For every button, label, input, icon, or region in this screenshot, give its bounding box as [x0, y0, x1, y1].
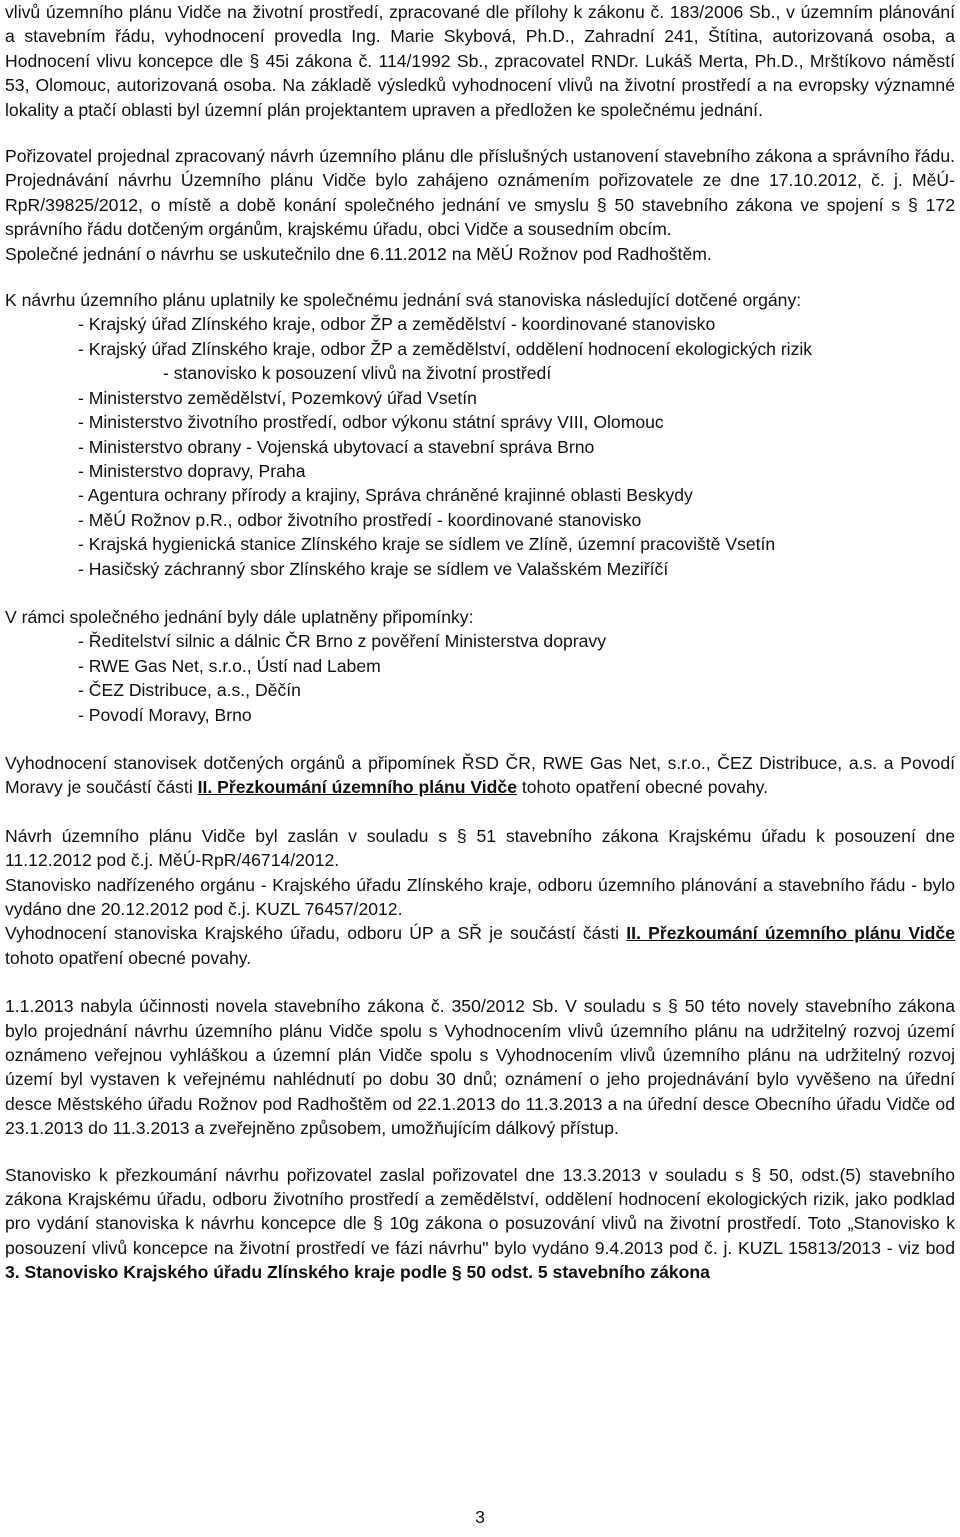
- section-reference: II. Přezkoumání územního plánu Vidče: [197, 777, 517, 798]
- paragraph-environmental-statement: [5, 1163, 955, 1285]
- paragraph-joint-meeting: Společné jednání o návrhu se uskutečnilo dne 6.11.2012 na MěÚ Rožnov pod Radhoštěm.: [5, 243, 712, 264]
- list-item: - Krajský úřad Zlínského kraje, odbor ŽP a zemědělství - koordinované stanovisko: [78, 314, 716, 335]
- list-item: - Agentura ochrany přírody a krajiny, Správa chráněné krajinné oblasti Beskydy: [78, 485, 693, 506]
- list-item: - Ředitelství silnic a dálnic ČR Brno z pověření Ministerstva dopravy: [78, 631, 607, 652]
- list-item: - ČEZ Distribuce, a.s., Děčín: [78, 680, 301, 701]
- document-page: [5, 0, 955, 1285]
- list-item: - Ministerstvo dopravy, Praha: [78, 460, 306, 481]
- text-run: Stanovisko k přezkoumání návrhu pořizovatel zaslal pořizovatel dne 13.3.2013 v souladu s § 50, odst.(5) stavebního zákona Krajskému úřadu, odboru životního prostředí a zemědělství, oddělení hodnocení ekologických rizik, jako podklad pro vydání stanoviska k návrhu koncepce dle § 10g zákona o posuzování vlivů na životní prostředí. Toto „Stanovisko k posouzení vlivů koncepce na životní prostředí ve fázi návrhu" bylo vydáno 9.4.2013 pod č. j. KUZL 15813/2013 - viz bod: [5, 1164, 955, 1258]
- list-item-continuation: - stanovisko k posouzení vlivů na životní prostředí: [163, 363, 552, 384]
- list-item: - MěÚ Rožnov p.R., odbor životního prostředí - koordinované stanovisko: [78, 509, 642, 530]
- list-item: - Hasičský záchranný sbor Zlínského kraje se sídlem ve Valašském Meziříčí: [78, 558, 669, 579]
- text-run: tohoto opatření obecné povahy.: [5, 947, 252, 968]
- text-run: Vyhodnocení stanoviska Krajského úřadu, odboru ÚP a SŘ je součástí části: [5, 923, 620, 944]
- list-item: - Povodí Moravy, Brno: [78, 704, 252, 725]
- section-reference: II. Přezkoumání územního plánu Vidče: [626, 923, 955, 944]
- paragraph-organs-intro: K návrhu územního plánu uplatnily ke společnému jednání svá stanoviska následující dotčené orgány:: [5, 290, 802, 311]
- list-item: - Krajský úřad Zlínského kraje, odbor ŽP a zemědělství, oddělení hodnocení ekologických rizik: [78, 338, 813, 359]
- text-run: Vyhodnocení stanovisek dotčených orgánů a připomínek ŘSD ČR, RWE Gas Net, s.r.o., ČEZ Distribuce, a.s. a Povodí Moravy je součástí části: [5, 752, 955, 798]
- paragraph-comments-intro: V rámci společného jednání byly dále uplatněny připomínky:: [5, 606, 474, 627]
- page-number: 3: [475, 1507, 485, 1527]
- list-item: - RWE Gas Net, s.r.o., Ústí nad Labem: [78, 655, 381, 676]
- list-item: - Ministerstvo obrany - Vojenská ubytovací a stavební správa Brno: [78, 436, 595, 457]
- paragraph-statement-evaluation: [5, 921, 955, 970]
- list-item: - Ministerstvo zemědělství, Pozemkový úřad Vsetín: [78, 387, 477, 408]
- paragraph-superior-statement: Stanovisko nadřízeného orgánu - Krajského úřadu Zlínského kraje, odboru územního plánování a stavebního řádu - bylo vydáno dne 20.12.2012 pod č.j. KUZL 76457/2012.: [5, 874, 955, 919]
- paragraph-procedure: Pořizovatel projednal zpracovaný návrh územního plánu dle příslušných ustanovení stavebního zákona a správního řádu. Projednávání návrhu Územního plánu Vidče bylo zahájeno oznámením pořizovatele ze dne 17.10.2012, č. j. MěÚ-RpR/39825/2012, o místě a době konání společného jednání ve smyslu § 50 stavebního zákona ve spojení s § 172 správního řádu dotčeným orgánům, krajskému úřadu, obci Vidče a sousedním obcím.: [5, 146, 955, 240]
- comments-list: [5, 629, 955, 727]
- paragraph-amendment: 1.1.2013 nabyla účinnosti novela stavebního zákona č. 350/2012 Sb. V souladu s § 50 této novely stavebního zákona bylo projednání návrhu územního plánu Vidče spolu s Vyhodnocením vlivů územního plánu na udržitelný rozvoj území oznámeno veřejnou vyhláškou a územní plán Vidče spolu s Vyhodnocením vlivů územního plánu na udržitelný rozvoj území byl vystaven k veřejnému nahlédnutí po dobu 30 dnů; oznámení o jeho projednávání bylo vyvěšeno na úřední desce Městského úřadu Rožnov pod Radhoštěm od 22.1.2013 do 11.3.2013 a na úřední desce Obecního úřadu Vidče od 23.1.2013 do 11.3.2013 a zveřejněno způsobem, umožňujícím dálkový přístup.: [5, 996, 955, 1139]
- paragraph-evaluation-statements: [5, 751, 955, 800]
- organs-list: [5, 312, 955, 580]
- paragraph-evaluation: vlivů územního plánu Vidče na životní prostředí, zpracované dle přílohy k zákonu č. 183/2006 Sb., v územním plánování a stavebním řádu, vyhodnocení provedla Ing. Marie Skybová, Ph.D., Zahradní 241, Štítina, autorizovaná osoba, a Hodnocení vlivu koncepce dle § 45i zákona č. 114/1992 Sb., zpracovatel RNDr. Lukáš Merta, Ph.D., Mrštíkovo náměstí 53, Olomouc, autorizovaná osoba. Na základě výsledků vyhodnocení vlivů na životní prostředí a na evropsky významné lokality a ptačí oblasti byl územní plán projektantem upraven a předložen ke společnému jednání.: [5, 2, 955, 120]
- text-run: tohoto opatření obecné povahy.: [521, 777, 769, 798]
- list-item: - Krajská hygienická stanice Zlínského kraje se sídlem ve Zlíně, územní pracoviště Vsetín: [78, 534, 776, 555]
- paragraph-sent-to-region: Návrh územního plánu Vidče byl zaslán v souladu s § 51 stavebního zákona Krajskému úřadu k posouzení dne 11.12.2012 pod č.j. MěÚ-RpR/46714/2012.: [5, 825, 955, 871]
- list-item: - Ministerstvo životního prostředí, odbor výkonu státní správy VIII, Olomouc: [78, 412, 664, 433]
- section-reference-bold: 3. Stanovisko Krajského úřadu Zlínského kraje podle § 50 odst. 5 stavebního zákona: [5, 1262, 710, 1283]
